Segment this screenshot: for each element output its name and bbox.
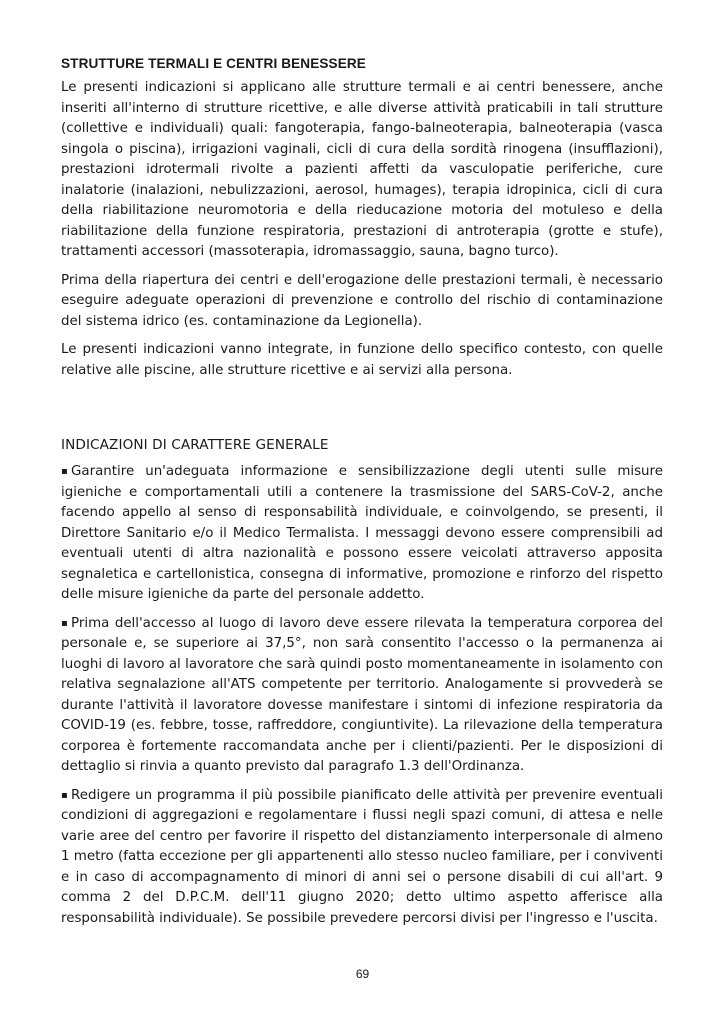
- bullet-text: Garantire un'adeguata informazione e sensibilizzazione degli utenti sulle misure igieniche e comportamentali utili a contenere la trasmissione del SARS-CoV-2, anche facendo appello al senso di responsabilità individuale, e coinvolgendo, se presenti, il Direttore Sanitario e/o il Medico Termalista. I messaggi devono essere comprensibili ad eventuali utenti di altra nazionalità e possono essere veicolati attraverso apposita segnaletica e cartellonistica, consegna di informative, promozione e rinforzo del rispetto delle misure igieniche da parte del personale addetto.: [61, 464, 663, 602]
- intro-paragraph: Prima della riapertura dei centri e dell'erogazione delle prestazioni termali, è necessario eseguire adeguate operazioni di prevenzione e controllo del rischio di contaminazione del sistema idrico (es. contaminazione da Legionella).: [61, 272, 663, 329]
- bullet-square-icon: ▪: [61, 789, 68, 801]
- subsection-title: INDICAZIONI DI CARATTERE GENERALE: [61, 437, 329, 453]
- intro-paragraph: Le presenti indicazioni si applicano alle strutture termali e ai centri benessere, anche inseriti all'interno di strutture ricettive, e alle diverse attività praticabili in tali strutture (collettive e individuali) quali: fangoterapia, fango-balneoterapia, balneoterapia (vasca singola o piscina), irrigazioni vaginali, cicli di cura della sordità rinogena (insufflazioni), prestazioni idrotermali rivolte a pazienti affetti da vasculopatie periferiche, cure inalatorie (inalazioni, nebulizzazioni, aerosol, humages), terapia idropinica, cicli di cura della riabilitazione neuromotoria e della rieducazione motoria del motuleso e della riabilitazione della funzione respiratoria, prestazioni di antroterapia (grotte e stufe), trattamenti accessori (massoterapia, idromassaggio, sauna, bagno turco).: [61, 80, 663, 259]
- bullet-text: Prima dell'accesso al luogo di lavoro deve essere rilevata la temperatura corporea del personale e, se superiore ai 37,5°, non sarà consentito l'accesso o la permanenza ai luoghi di lavoro al lavoratore che sarà quindi posto momentaneamente in isolamento con relativa segnalazione all'ATS competente per territorio. Analogamente si provvederà se durante l'attività il lavoratore dovesse manifestare i sintomi di infezione respiratoria da COVID-19 (es. febbre, tosse, raffreddore, congiuntivite). La rilevazione della temperatura corporea è fortemente raccomandata anche per i clienti/pazienti. Per le disposizioni di dettaglio si rinvia a quanto previsto dal paragrafo 1.3 dell'Ordinanza.: [61, 615, 663, 774]
- section-title: STRUTTURE TERMALI E CENTRI BENESSERE: [61, 56, 366, 71]
- bullet-paragraph: [61, 614, 663, 778]
- bullet-square-icon: ▪: [61, 466, 68, 477]
- bullet-square-icon: ▪: [61, 617, 68, 629]
- bullet-paragraph: [61, 462, 663, 606]
- bullet-paragraph: [61, 786, 663, 930]
- page-number: 69: [355, 967, 370, 981]
- document-page: [61, 56, 663, 937]
- bullet-text: Redigere un programma il più possibile pianificato delle attività per prevenire eventuali condizioni di aggregazioni e regolamentare i flussi negli spazi comuni, di attesa e nelle varie aree del centro per favorire il rispetto del distanziamento interpersonale di almeno 1 metro (fatta eccezione per gli appartenenti allo stesso nucleo familiare, per i conviventi e in caso di accompagnamento di minori di anni sei o persone disabili di cui all'art. 9 comma 2 del D.P.C.M. dell'11 giugno 2020; detto ultimo aspetto afferisce alla responsabilità individuale). Se possibile prevedere percorsi divisi per l'ingresso e l'uscita.: [61, 787, 663, 926]
- intro-paragraph: Le presenti indicazioni vanno integrate, in funzione dello specifico contesto, con quelle relative alle piscine, alle strutture ricettive e ai servizi alla persona.: [61, 342, 663, 378]
